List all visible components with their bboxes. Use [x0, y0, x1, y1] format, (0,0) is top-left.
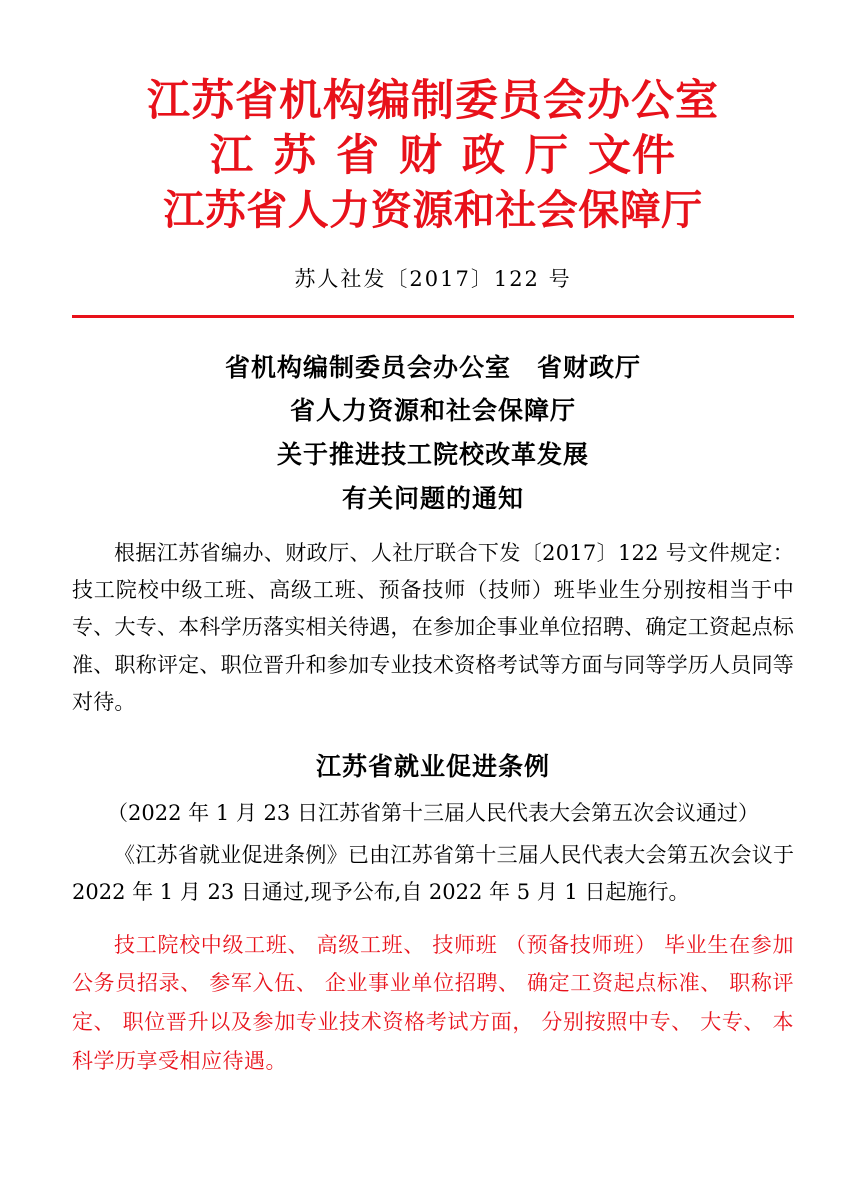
- section-paragraph-1: 《江苏省就业促进条例》已由江苏省第十三届人民代表大会第五次会议于 2022 年 1 月 23 日通过,现予公布,自 2022 年 5 月 1 日起施行。: [72, 842, 794, 905]
- masthead-line-2: [72, 129, 794, 184]
- body-paragraph-1: 根据江苏省编办、财政厅、人社厅联合下发〔2017〕122 号文件规定：技工院校中级工班、高级工班、预备技师（技师）班毕业生分别按相当于中专、大专、本科学历落实相关待遇，在参加企事业单位招聘、确定工资起点标准、职称评定、职位晋升和参加专业技术资格考试等方面与同等学历人员同等对待。: [72, 540, 794, 715]
- masthead: [72, 0, 794, 237]
- masthead-line-1: 江苏省机构编制委员会办公室: [147, 76, 719, 126]
- masthead-line-2-agency: 江苏省财政厅: [210, 131, 588, 182]
- document-title-line-3: 关于推进技工院校改革发展: [276, 440, 589, 470]
- masthead-line-3: 江苏省人力资源和社会保障厅: [163, 186, 703, 235]
- red-divider-rule: [72, 315, 794, 318]
- masthead-line-2-suffix: 文件: [588, 131, 676, 182]
- document-title-line-4: 有关问题的通知: [341, 483, 524, 513]
- section-title-regulation: 江苏省就业促进条例: [315, 752, 550, 782]
- section-subtitle-passage-date: （2022 年 1 月 23 日江苏省第十三届人民代表大会第五次会议通过）: [107, 801, 759, 826]
- document-number: 苏人社发〔2017〕122 号: [294, 266, 572, 291]
- section-paragraph-highlight: 技工院校中级工班、 高级工班、 技师班 （预备技师班） 毕业生在参加公务员招录、 参军入伍、 企业事业单位招聘、 确定工资起点标准、 职称评定、 职位晋升以及参加专业技术资格考试方面， 分别按照中专、 大专、 本科学历享受相应待遇。: [72, 932, 794, 1074]
- document-title: [72, 346, 794, 521]
- document-title-line-2: 省人力资源和社会保障厅: [289, 396, 576, 426]
- document-title-line-1: 省机构编制委员会办公室 省财政厅: [224, 352, 641, 382]
